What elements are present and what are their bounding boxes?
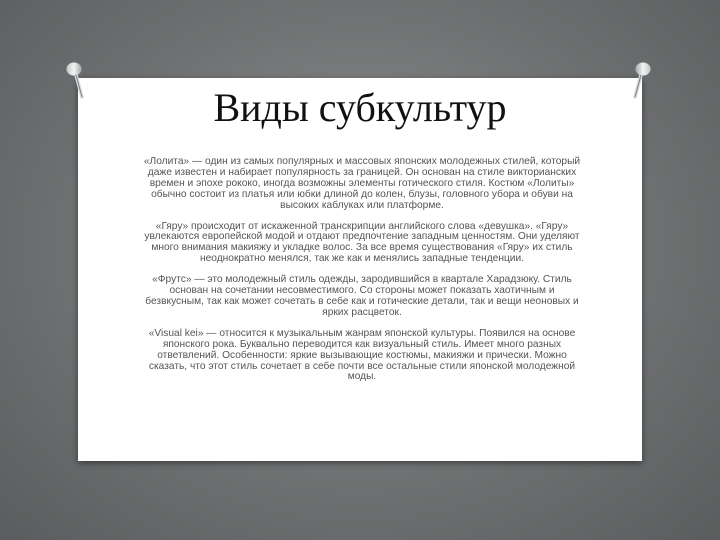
slide-title: Виды субкультур: [213, 85, 507, 130]
paragraph-fruits: «Фрутс» — это молодежный стиль одежды, зародившийся в квартале Харадзюку. Стиль основан на сочетании несовместимого. Со стороны может показать хаотичным и безвкусным, так как может сочетать в себе как и готические детали, так и вещи неоновых и ярких расцветок.: [145, 274, 579, 318]
paragraph-lolita: «Лолита» — один из самых популярных и массовых японских молодежных стилей, который даже известен и набирает популярность за границей. Он основан на стиле викторианских времен и эпохе рококо, иногда возможны элементы готического стиля. Костюм «Лолиты» обычно состоит из платья или юбки длиной до колен, блузы, головного убора и обуви на высоких каблуках или платформе.: [143, 156, 581, 211]
paragraph-visual-kei: «Visual kei» — относится к музыкальным жанрам японской культуры. Появился на основе японского рока. Буквально переводится как визуальный стиль. Имеет много разных ответвлений. Особенности: яркие вызывающие костюмы, макияжи и прически. Можно сказать, что этот стиль сочетает в себе почти все остальные стили японской молодежной моды.: [148, 327, 576, 383]
slide-body: [140, 157, 584, 393]
paragraph-gyaru: «Гяру» происходит от искаженной транскрипции английского слова «девушка». «Гяру» увлекаются европейской модой и отдают предпочтение западным ценностям. Они уделяют много внимания макияжу и укладке волос. За все время существования «Гяру» их стиль неоднократно менялся, так же как и менялись западные тенденции.: [144, 220, 580, 265]
